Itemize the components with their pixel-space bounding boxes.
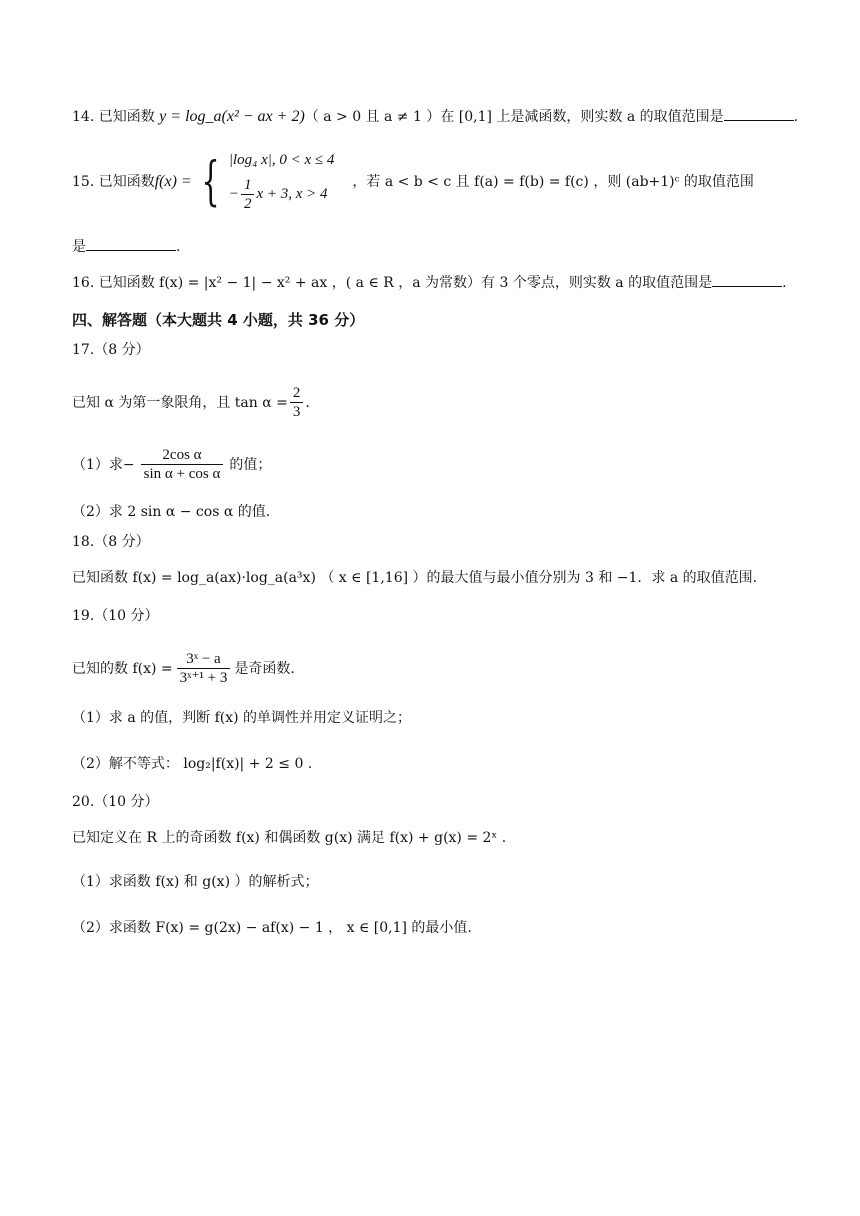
q15-end: . (176, 239, 181, 255)
q17-part-2: （2）求 2 sin α − cos α 的值. (72, 504, 271, 520)
q17-part-1 (72, 446, 271, 483)
question-14 (72, 106, 798, 127)
q17-fraction: $\frac{2}{3}$ (290, 384, 304, 421)
q20-number: 20.（10 分） (72, 794, 159, 810)
q17-stem-text: 已知 α 为第一象限角，且 tan α = (72, 394, 288, 411)
q17-p1-suffix: 的值； (229, 456, 272, 473)
q14-answer-blank[interactable] (724, 106, 794, 121)
q19-stem-end: 是奇函数. (234, 660, 295, 677)
q17-stem-end: . (305, 394, 310, 411)
q19-part-2: （2）解不等式： log₂|f(x)| + 2 ≤ 0 . (72, 756, 313, 772)
q16-answer-blank[interactable] (712, 272, 782, 287)
q19-number: 19.（10 分） (72, 608, 159, 624)
q17-stem (72, 384, 310, 421)
question-15-line2 (72, 236, 180, 257)
q18-number: 18.（8 分） (72, 534, 150, 550)
q20-part-1: （1）求函数 f(x) 和 g(x) ）的解析式； (72, 874, 319, 890)
q16-end: . (782, 275, 787, 291)
q20-stem: 已知定义在 R 上的奇函数 f(x) 和偶函数 g(x) 满足 f(x) + g(x) = 2ˣ . (72, 830, 507, 846)
q19-stem (72, 650, 295, 687)
question-15 (72, 150, 754, 213)
q16-text: 16. 已知函数 f(x) = |x² − 1| − x² + ax ，( a ∈ R ，a 为常数）有 3 个零点，则实数 a 的取值范围是 (72, 275, 713, 291)
q15-prefix: 15. 已知函数 (72, 173, 155, 190)
q15-piecewise (192, 150, 335, 213)
q18-stem: 已知函数 f(x) = log_a(ax)·log_a(a³x) （ x ∈ [1,16] ）的最大值与最小值分别为 3 和 −1．求 a 的取值范围. (72, 570, 758, 586)
q14-expression: y = log_a(x² − ax + 2) (159, 108, 305, 125)
q14-prefix: 14. 已知函数 (72, 109, 160, 125)
q19-stem-text: 已知的数 f(x) = (72, 660, 173, 677)
q15-case-1: |log₄ x|, 0 < x ≤ 4 (228, 152, 335, 168)
q20-part-2: （2）求函数 F(x) = g(2x) − af(x) − 1 ， x ∈ [0,1] 的最小值. (72, 920, 472, 936)
q19-part-1: （1）求 a 的值，判断 f(x) 的单调性并用定义证明之； (72, 710, 412, 726)
q17-p1-fraction: $\frac{\text{2cos α}}{\text{sin α + cos α}}$ (141, 446, 224, 483)
q19-fraction: $\frac{\text{3ˣ − a}}{\text{3ˣ⁺¹ + 3}}$ (177, 650, 231, 687)
q15-condition: ，若 a < b < c 且 f(a) = f(b) = f(c) ，则 (ab+1)ᶜ 的取值范围 (352, 173, 754, 190)
left-brace-icon: { (201, 151, 220, 212)
question-16 (72, 272, 787, 293)
q15-function-name: f(x) = (154, 172, 192, 190)
q15-case-2: − $\frac{1}{2}$ x + 3, x > 4 (228, 177, 328, 212)
q14-condition: （ a > 0 且 a ≠ 1 ）在 [0,1] 上是减函数，则实数 a 的取值范围是 (304, 109, 724, 125)
q17-p1-prefix: （1）求− (72, 456, 135, 473)
q15-line2-text: 是 (72, 239, 86, 255)
q17-number: 17.（8 分） (72, 342, 150, 358)
section-4-heading: 四、解答题（本大题共 4 小题，共 36 分） (72, 311, 365, 329)
q14-end: . (793, 109, 799, 125)
q15-answer-blank[interactable] (86, 236, 176, 251)
